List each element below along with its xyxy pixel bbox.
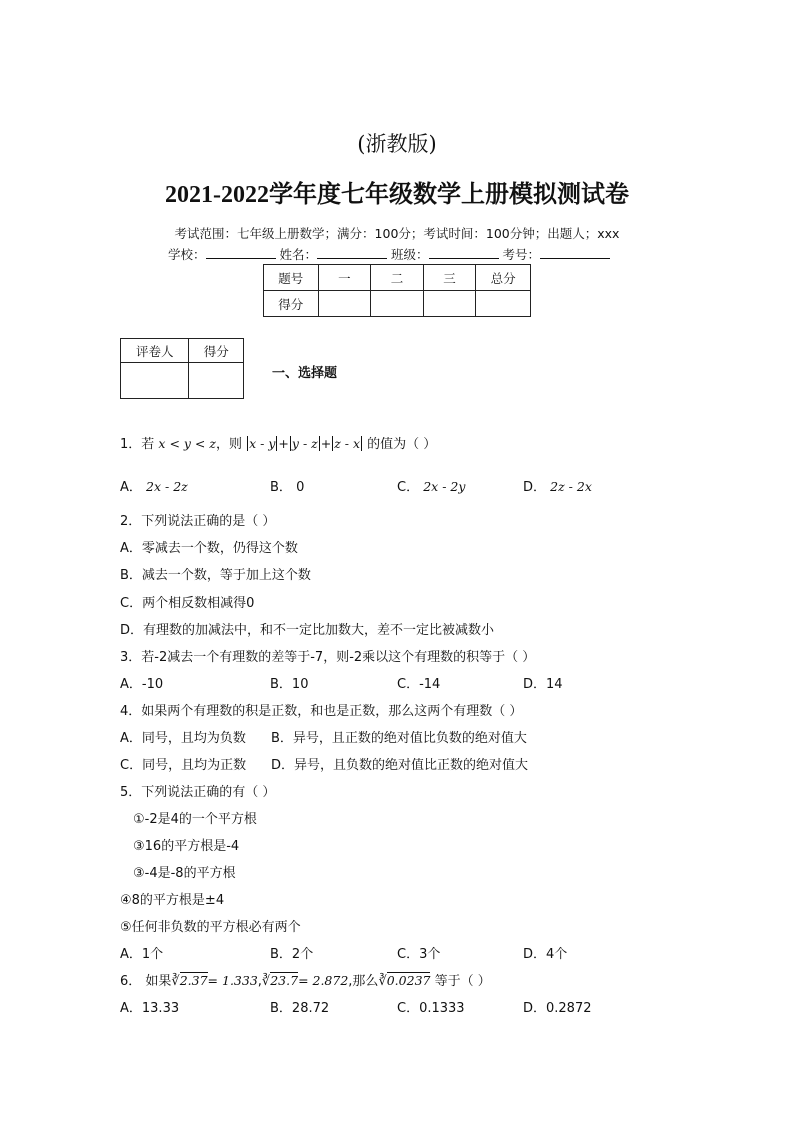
score-header-cell: 三 bbox=[423, 265, 476, 291]
option-b[interactable]: B．28.72 bbox=[270, 1001, 330, 1016]
option-value: 2z - 2x bbox=[550, 479, 592, 494]
q1-abs-3: z - x bbox=[334, 436, 361, 451]
cube-root-icon: ∛ bbox=[378, 974, 387, 989]
question-3: 3．若-2减去一个有理数的差等于-7，则-2乘以这个有理数的积等于（ ） bbox=[120, 650, 536, 665]
question-2: 2．下列说法正确的是（ ） bbox=[120, 514, 276, 529]
q6-radicand-3: 0.0237 bbox=[386, 973, 431, 988]
grader-header-cell: 评卷人 bbox=[121, 339, 189, 363]
question-4: 4．如果两个有理数的积是正数，和也是正数，那么这两个有理数（ ） bbox=[120, 704, 523, 719]
q6-value-1: = 1.333 bbox=[207, 973, 258, 988]
statement-item: ④8的平方根是±4 bbox=[120, 893, 225, 908]
name-blank[interactable] bbox=[317, 246, 387, 259]
option-c[interactable]: C．-14 bbox=[397, 677, 441, 692]
option-b[interactable]: B．减去一个数，等于加上这个数 bbox=[120, 568, 311, 583]
grader-input-row bbox=[121, 363, 244, 399]
option-c[interactable]: C．0.1333 bbox=[397, 1001, 465, 1016]
q6-prefix: 6． 如果 bbox=[120, 974, 172, 989]
option-d[interactable]: D．14 bbox=[523, 677, 563, 692]
score-row-label: 得分 bbox=[264, 291, 319, 317]
option-label: C． bbox=[397, 480, 420, 495]
q1-plus: + bbox=[278, 436, 289, 451]
question-5: 5．下列说法正确的有（ ） bbox=[120, 785, 276, 800]
grader-header-row bbox=[121, 339, 244, 363]
q1-abs-2: y - z bbox=[291, 436, 318, 451]
statement-item: ③-4是-8的平方根 bbox=[133, 866, 236, 881]
option-value: 0 bbox=[296, 480, 305, 495]
grader-header-cell: 得分 bbox=[189, 339, 244, 363]
edition-label: (浙教版) bbox=[357, 132, 437, 156]
option-d[interactable]: D．有理数的加减法中，和不一定比加数大，差不一定比被减数小 bbox=[120, 623, 495, 638]
exam-no-label: 考号： bbox=[502, 247, 541, 262]
q6-mid: ,那么 bbox=[348, 974, 379, 989]
q1-plus: + bbox=[320, 436, 332, 451]
option-value: 2x - 2z bbox=[146, 479, 188, 494]
student-fields bbox=[168, 245, 610, 263]
option-label: B． bbox=[270, 480, 292, 495]
score-cell[interactable] bbox=[423, 291, 476, 317]
option-c[interactable]: C．3个 bbox=[397, 947, 441, 962]
statement-item: ⑤任何非负数的平方根必有两个 bbox=[120, 920, 301, 935]
q6-radicand-1: 2.37 bbox=[179, 973, 208, 988]
option-d[interactable]: D．异号，且负数的绝对值比正数的绝对值大 bbox=[271, 758, 529, 773]
statement-item: ①-2是4的一个平方根 bbox=[133, 812, 257, 827]
option-c[interactable]: C．两个相反数相减得0 bbox=[120, 596, 255, 611]
q6-value-2: = 2.872 bbox=[298, 973, 349, 988]
score-cell[interactable] bbox=[476, 291, 531, 317]
exam-no-blank[interactable] bbox=[540, 246, 610, 259]
exam-title: 2021-2022学年度七年级数学上册模拟测试卷 bbox=[165, 182, 629, 208]
score-cell[interactable] bbox=[371, 291, 424, 317]
option-value: 2x - 2y bbox=[423, 479, 466, 494]
q1-mid: ，则 bbox=[215, 437, 242, 452]
cube-root-icon: ∛ bbox=[171, 974, 180, 989]
class-label: 班级： bbox=[391, 247, 429, 262]
option-d[interactable]: D．4个 bbox=[523, 947, 568, 962]
school-blank[interactable] bbox=[206, 246, 276, 259]
option-label: D． bbox=[523, 480, 547, 495]
option-c[interactable] bbox=[397, 476, 465, 495]
option-c[interactable]: C．同号，且均为正数 bbox=[120, 758, 247, 773]
score-header-cell: 题号 bbox=[264, 265, 319, 291]
option-label: A． bbox=[120, 480, 142, 495]
score-header-cell: 一 bbox=[318, 265, 371, 291]
cube-root-icon: ∛ bbox=[261, 974, 271, 989]
q1-condition: x < y < z bbox=[158, 436, 216, 451]
q6-suffix: 等于（ ） bbox=[434, 974, 491, 989]
school-label: 学校： bbox=[168, 247, 206, 262]
grader-score-cell[interactable] bbox=[189, 363, 244, 399]
option-b[interactable]: B．2个 bbox=[270, 947, 314, 962]
grader-table bbox=[120, 338, 244, 399]
q6-radicand-2: 23.7 bbox=[270, 973, 299, 988]
q1-suffix: 的值为（ ） bbox=[367, 437, 437, 452]
score-header-cell: 总分 bbox=[476, 265, 531, 291]
option-b[interactable]: B．10 bbox=[270, 677, 309, 692]
statement-item: ③16的平方根是-4 bbox=[133, 839, 240, 854]
name-label: 姓名： bbox=[279, 247, 318, 262]
option-a[interactable]: A．13.33 bbox=[120, 1001, 180, 1016]
option-a[interactable] bbox=[120, 476, 188, 495]
exam-info: 考试范围：七年级上册数学；满分：100分；考试时间：100分钟；出题人；xxx bbox=[174, 226, 620, 241]
option-a[interactable]: A．1个 bbox=[120, 947, 164, 962]
section-title: 一、选择题 bbox=[272, 366, 338, 381]
option-d[interactable]: D．0.2872 bbox=[523, 1001, 592, 1016]
score-table bbox=[263, 264, 531, 317]
score-header-cell: 二 bbox=[371, 265, 424, 291]
option-b[interactable]: B．异号，且正数的绝对值比负数的绝对值大 bbox=[271, 731, 527, 746]
option-b[interactable] bbox=[270, 476, 304, 495]
class-blank[interactable] bbox=[429, 246, 499, 259]
question-6: 6． 如果∛2.37= 1.333,∛23.7= 2.872,那么∛0.0237 等于（ ） bbox=[120, 973, 491, 989]
question-1 bbox=[120, 433, 436, 452]
option-d[interactable] bbox=[523, 476, 592, 495]
option-a[interactable]: A．同号，且均为负数 bbox=[120, 731, 246, 746]
q1-abs-1: x - y bbox=[249, 436, 276, 451]
grader-cell[interactable] bbox=[121, 363, 189, 399]
score-table-header-row bbox=[264, 265, 531, 291]
option-a[interactable]: A．-10 bbox=[120, 677, 164, 692]
option-a[interactable]: A．零减去一个数，仍得这个数 bbox=[120, 541, 298, 556]
score-cell[interactable] bbox=[318, 291, 371, 317]
score-table-score-row bbox=[264, 291, 531, 317]
q1-prefix: 1．若 bbox=[120, 437, 155, 452]
